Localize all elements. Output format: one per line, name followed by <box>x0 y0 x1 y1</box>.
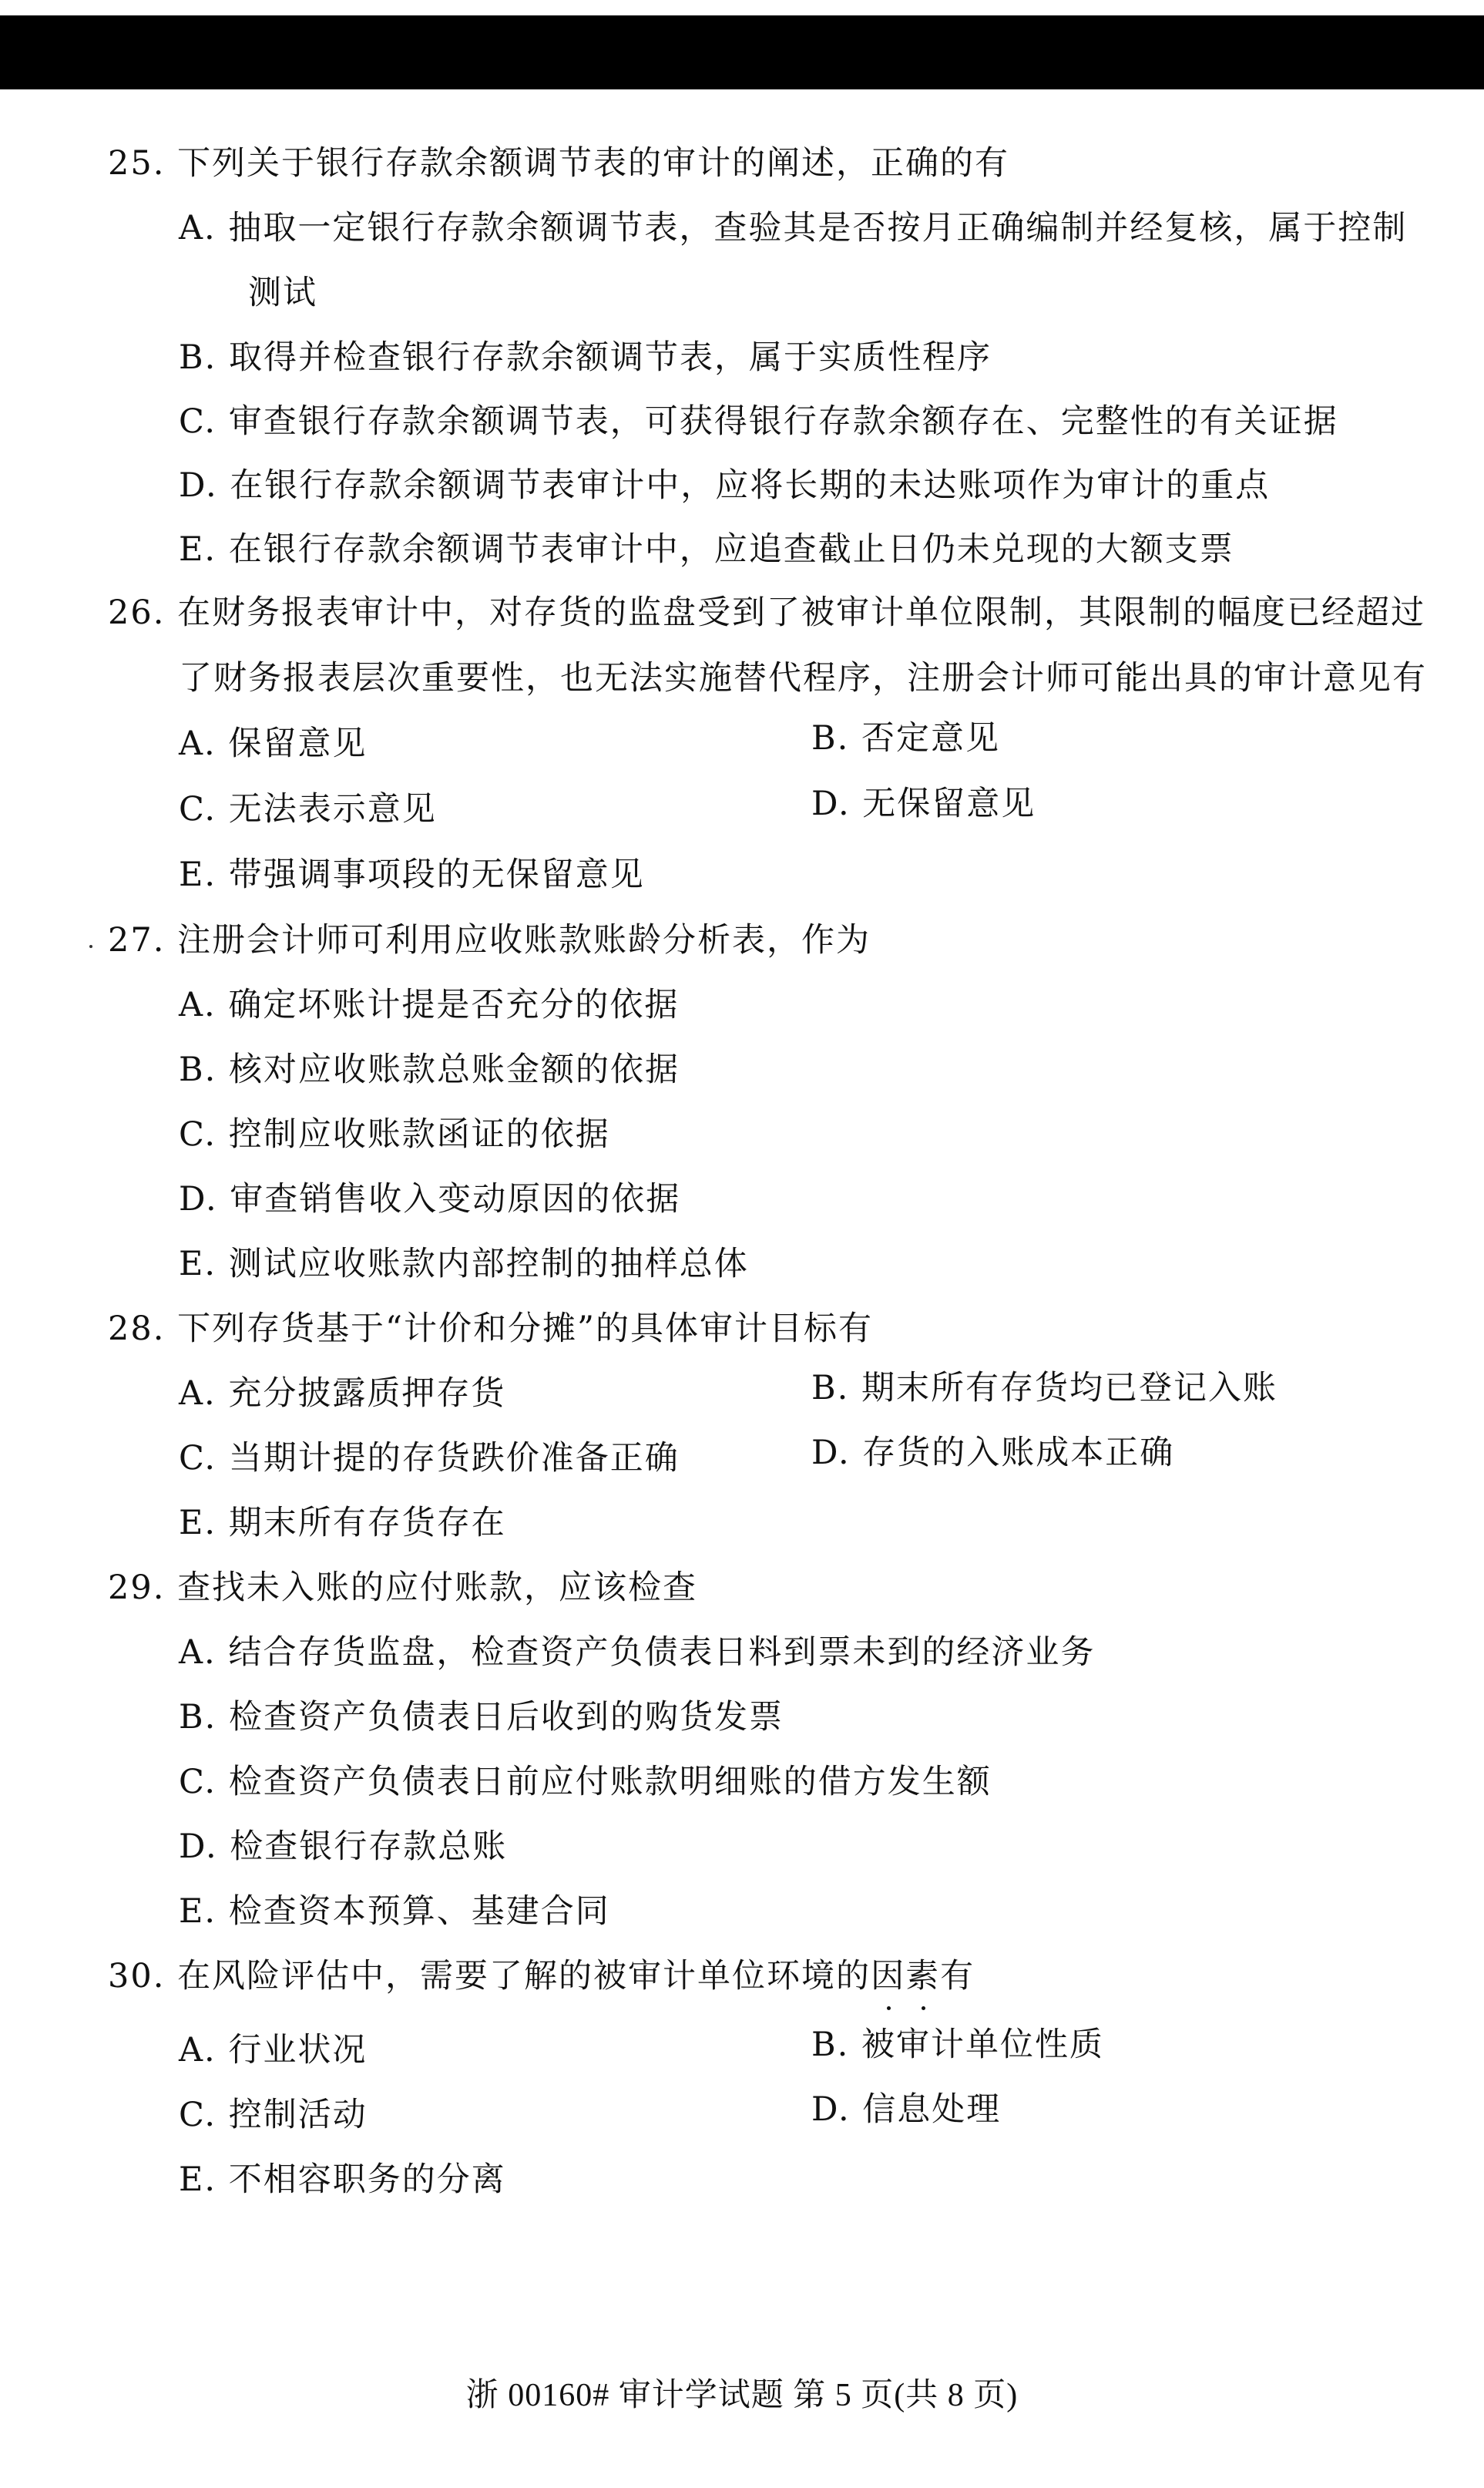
option-letter: A. <box>179 1374 217 1413</box>
question-text-end: 有 <box>940 1957 975 1995</box>
option-letter: C. <box>179 1763 217 1801</box>
option-text: 控制应收账款函证的依据 <box>228 1115 610 1154</box>
question-30-option-c <box>179 2092 368 2138</box>
option-text: 确定坏账计提是否充分的依据 <box>228 986 680 1024</box>
option-letter: E. <box>179 530 217 569</box>
option-text: 存货的入账成本正确 <box>862 1434 1175 1472</box>
question-26-stem <box>108 590 1425 636</box>
emphasis-char <box>871 1953 905 1999</box>
question-27-option-a <box>179 982 679 1028</box>
question-text: 查找未入账的应付账款，应该检查 <box>177 1568 698 1607</box>
option-letter: D. <box>811 785 851 823</box>
question-text: 下列关于银行存款余额调节表的审计的阐述，正确的有 <box>177 144 1010 183</box>
question-29-option-e <box>179 1888 610 1935</box>
option-text: 检查银行存款总账 <box>230 1827 508 1866</box>
question-27-option-d <box>179 1176 680 1222</box>
option-letter: D. <box>811 2090 851 2129</box>
option-letter: E. <box>179 1892 217 1931</box>
emphasis-dot-icon <box>922 2006 925 2010</box>
question-27-option-e <box>179 1241 749 1287</box>
option-text: 在银行存款余额调节表审计中，应将长期的未达账项作为审计的重点 <box>230 466 1271 505</box>
option-text: 控制活动 <box>228 2096 368 2134</box>
option-text: 结合存货监盘，检查资产负债表日料到票未到的经济业务 <box>228 1633 1096 1672</box>
option-text: 审查银行存款余额调节表，可获得银行存款余额存在、完整性的有关证据 <box>228 402 1338 441</box>
option-letter: B. <box>179 338 217 377</box>
option-text: 否定意见 <box>861 719 1000 758</box>
option-letter: A. <box>179 2031 217 2069</box>
question-26-option-b <box>811 715 1000 762</box>
option-text: 当期计提的存货跌价准备正确 <box>228 1439 680 1478</box>
option-text: 无保留意见 <box>862 785 1036 823</box>
option-text: 核对应收账款总账金额的依据 <box>228 1051 680 1089</box>
question-number: 28. <box>108 1310 166 1348</box>
option-text: 带强调事项段的无保留意见 <box>228 856 645 894</box>
question-25-option-a-continuation: 测试 <box>248 274 317 312</box>
question-text: 在财务报表审计中，对存货的监盘受到了被审计单位限制，其限制的幅度已经超过 <box>177 593 1426 632</box>
question-28-option-c <box>179 1435 680 1481</box>
emphasis-dot-icon <box>887 2006 891 2010</box>
scan-speck <box>89 945 92 948</box>
question-text: 下列存货基于“计价和分摊”的具体审计目标有 <box>177 1310 874 1348</box>
option-letter: D. <box>179 1180 218 1219</box>
option-letter: B. <box>179 1698 217 1737</box>
question-26-stem-continuation: 了财务报表层次重要性，也无法实施替代程序，注册会计师可能出具的审计意见有 <box>179 659 1427 698</box>
option-letter: A. <box>179 986 217 1024</box>
question-28-option-e <box>179 1500 506 1546</box>
option-letter: C. <box>179 2096 217 2134</box>
option-letter: C. <box>179 790 217 829</box>
option-text: 无法表示意见 <box>228 790 437 829</box>
emphasis-char <box>905 1953 940 1999</box>
question-30-option-a <box>179 2027 367 2073</box>
option-letter: A. <box>179 209 217 247</box>
option-text: 充分披露质押存货 <box>228 1374 506 1413</box>
option-letter: B. <box>811 719 850 758</box>
question-number: 30. <box>108 1957 166 1995</box>
question-29-option-c <box>179 1759 992 1805</box>
option-letter: A. <box>179 1633 217 1672</box>
option-text: 在银行存款余额调节表审计中，应追查截止日仍未兑现的大额支票 <box>228 530 1234 569</box>
question-25-option-d <box>179 462 1270 509</box>
question-25-stem <box>108 140 1009 187</box>
scan-header-bar <box>0 15 1484 89</box>
option-letter: D. <box>179 1827 218 1866</box>
option-text: 审查销售收入变动原因的依据 <box>230 1180 681 1219</box>
question-30-stem <box>108 1953 975 1999</box>
question-25-option-c <box>179 398 1338 445</box>
question-28-option-b <box>811 1365 1278 1411</box>
question-26-option-d <box>811 781 1036 827</box>
question-29-option-b <box>179 1694 784 1740</box>
question-30-option-e <box>179 2157 506 2203</box>
option-letter: C. <box>179 1439 217 1478</box>
option-letter: B. <box>811 2026 850 2064</box>
page-footer: 浙 00160# 审计学试题 第 5 页(共 8 页) <box>465 2378 1019 2413</box>
question-30-option-d <box>811 2086 1001 2133</box>
option-letter: D. <box>179 466 218 505</box>
question-27-stem <box>108 917 871 963</box>
option-letter: B. <box>811 1369 850 1407</box>
question-text: 注册会计师可利用应收账款账龄分析表，作为 <box>177 921 871 960</box>
option-letter: E. <box>179 2160 217 2199</box>
question-26-option-e <box>179 852 645 898</box>
question-number: 26. <box>108 593 166 632</box>
option-text: 检查资产负债表日后收到的购货发票 <box>228 1698 784 1737</box>
option-text: 取得并检查银行存款余额调节表，属于实质性程序 <box>228 338 992 377</box>
question-27-option-c <box>179 1111 610 1158</box>
option-letter: D. <box>811 1434 851 1472</box>
option-text: 期末所有存货存在 <box>228 1504 506 1542</box>
option-letter: C. <box>179 1115 217 1154</box>
option-letter: E. <box>179 1245 217 1283</box>
question-25-option-a <box>179 205 1407 251</box>
question-25-option-e <box>179 526 1234 573</box>
option-text: 期末所有存货均已登记入账 <box>861 1369 1278 1407</box>
option-text: 检查资产负债表日前应付账款明细账的借方发生额 <box>228 1763 992 1801</box>
option-text: 检查资本预算、基建合同 <box>228 1892 610 1931</box>
question-29-option-a <box>179 1629 1095 1676</box>
option-letter: A. <box>179 725 217 763</box>
question-26-option-c <box>179 786 437 832</box>
question-30-option-b <box>811 2022 1104 2068</box>
option-letter: E. <box>179 856 217 894</box>
option-text: 抽取一定银行存款余额调节表，查验其是否按月正确编制并经复核，属于控制 <box>228 209 1408 247</box>
emphasis-char-text: 素 <box>905 1957 941 1995</box>
option-letter: C. <box>179 402 217 441</box>
option-letter: B. <box>179 1051 217 1089</box>
question-29-stem <box>108 1565 697 1611</box>
question-26-option-a <box>179 721 367 767</box>
option-text: 保留意见 <box>228 725 368 763</box>
question-27-option-b <box>179 1047 680 1093</box>
emphasis-char-text: 因 <box>871 1957 906 1995</box>
question-28-stem <box>108 1306 873 1352</box>
question-28-option-d <box>811 1430 1174 1476</box>
option-text: 测试应收账款内部控制的抽样总体 <box>228 1245 749 1283</box>
option-text: 行业状况 <box>228 2031 368 2069</box>
question-28-option-a <box>179 1370 505 1417</box>
option-text: 不相容职务的分离 <box>228 2160 506 2199</box>
question-25-option-b <box>179 335 992 381</box>
option-text: 信息处理 <box>862 2090 1002 2129</box>
question-text: 在风险评估中，需要了解的被审计单位环境的 <box>177 1957 871 1995</box>
question-29-option-d <box>179 1824 507 1870</box>
question-number: 27. <box>108 921 166 960</box>
option-letter: E. <box>179 1504 217 1542</box>
question-number: 29. <box>108 1568 166 1607</box>
option-text: 被审计单位性质 <box>861 2026 1104 2064</box>
question-number: 25. <box>108 144 166 183</box>
